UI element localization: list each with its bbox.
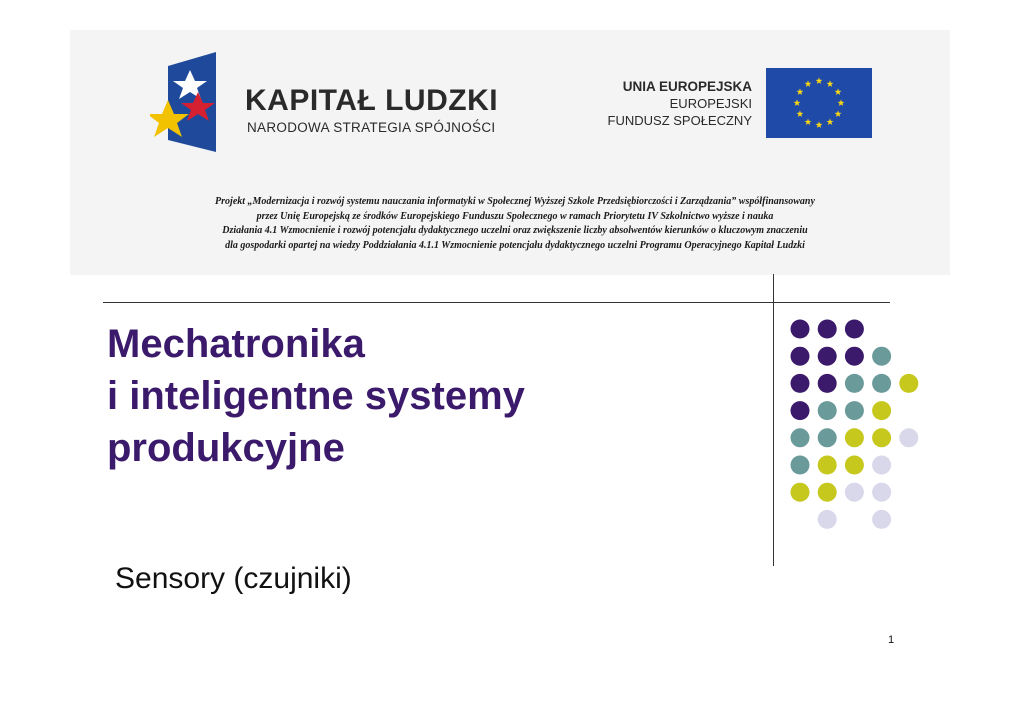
decorative-dot (818, 374, 837, 393)
project-line: Działania 4.1 Wzmocnienie i rozwój potencjału dydaktycznego uczelni oraz zwiększenie liczby absolwentów kierunków o kluczowym znaczeniu (222, 225, 808, 236)
vertical-divider (773, 274, 774, 566)
decorative-dot (845, 428, 864, 447)
decorative-dot (791, 483, 810, 502)
eu-label-line1: UNIA EUROPEJSKA (622, 79, 752, 94)
project-line: Projekt „Modernizacja i rozwój systemu nauczania informatyki w Społecznej Wyższej Szkole Przedsiębiorczości i Zarządzania” współfinansowany (215, 196, 815, 207)
decorative-dot (899, 428, 918, 447)
decorative-dot (899, 374, 918, 393)
decorative-dot (791, 347, 810, 366)
decorative-dot (791, 401, 810, 420)
slide-title (107, 318, 525, 474)
decorative-dot (872, 428, 891, 447)
decorative-dot (872, 374, 891, 393)
decorative-dot (818, 483, 837, 502)
decorative-dot (791, 428, 810, 447)
decorative-dot (872, 456, 891, 475)
decorative-dot (791, 374, 810, 393)
decorative-dot (845, 374, 864, 393)
decorative-dot-grid (790, 318, 930, 538)
decorative-dot (872, 483, 891, 502)
page-number: 1 (888, 634, 895, 646)
kapital-ludzki-subtitle: NARODOWA STRATEGIA SPÓJNOŚCI (247, 120, 496, 135)
kapital-ludzki-logo (150, 48, 225, 158)
slide-title-line: produkcyjne (107, 426, 345, 470)
decorative-dot (872, 401, 891, 420)
decorative-dot (818, 401, 837, 420)
decorative-dot (818, 510, 837, 529)
decorative-dot (872, 347, 891, 366)
slide-subtitle: Sensory (czujniki) (115, 562, 352, 595)
decorative-dot (791, 320, 810, 339)
slide-title-line: i inteligentne systemy (107, 374, 525, 418)
decorative-dot (818, 428, 837, 447)
eu-flag-icon (766, 68, 872, 138)
decorative-dot (791, 456, 810, 475)
decorative-dot (845, 347, 864, 366)
project-description (160, 195, 870, 253)
decorative-dot (818, 456, 837, 475)
project-line: dla gospodarki opartej na wiedzy Poddziałania 4.1.1 Wzmocnienie potencjału dydaktycznego uczelni Programu Operacyjnego Kapitał Ludzki (225, 239, 805, 251)
decorative-dot (818, 320, 837, 339)
project-line: przez Unię Europejską ze środków Europejskiego Funduszu Społecznego w ramach Priorytetu IV Szkolnictwo wyższe i nauka (256, 210, 774, 222)
decorative-dot (818, 347, 837, 366)
decorative-dot (845, 456, 864, 475)
eu-label-line3: FUNDUSZ SPOŁECZNY (607, 113, 752, 128)
kapital-ludzki-title: KAPITAŁ LUDZKI (245, 84, 499, 117)
eu-label-line2: EUROPEJSKI (669, 96, 752, 111)
decorative-dot (845, 483, 864, 502)
eu-fund-label (598, 78, 752, 129)
decorative-dot (845, 401, 864, 420)
decorative-dot (845, 320, 864, 339)
decorative-dot (872, 510, 891, 529)
horizontal-divider (103, 302, 890, 303)
slide-title-line: Mechatronika (107, 322, 365, 366)
